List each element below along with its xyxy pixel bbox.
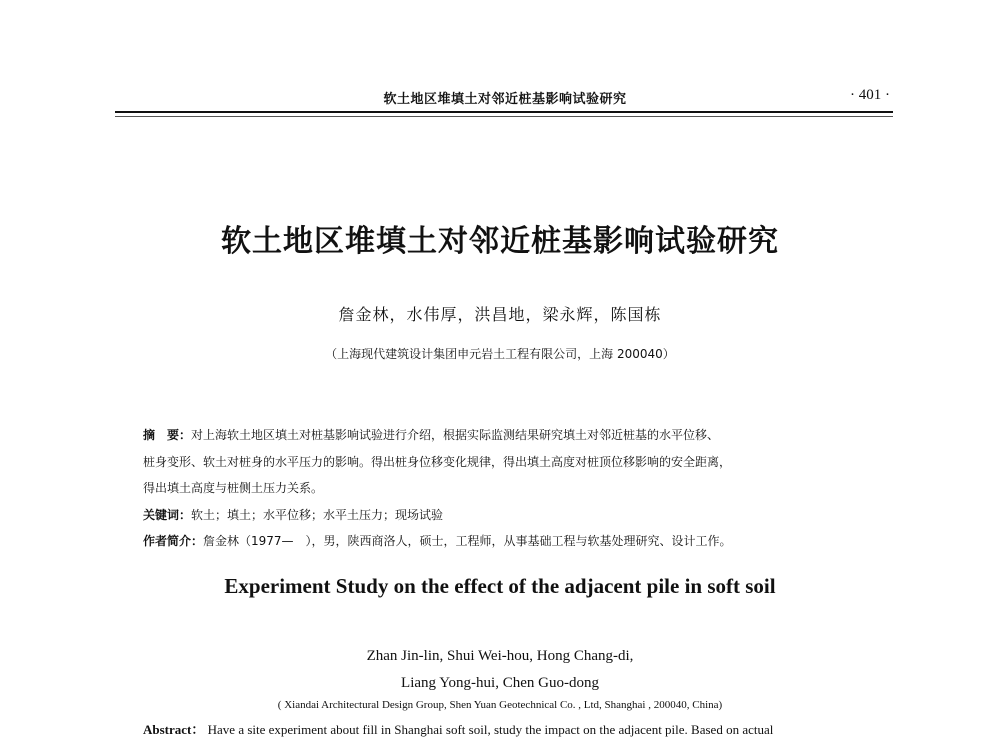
paper-title-en: Experiment Study on the effect of the adjacent pile in soft soil xyxy=(224,574,776,598)
abstract-cn-block xyxy=(143,422,868,555)
keywords-label: 关键词： xyxy=(143,507,192,522)
abstract-cn-line-1 xyxy=(143,422,868,449)
keywords-text: 软土；填土；水平位移；水平土压力；现场试验 xyxy=(191,507,444,522)
author-bio-label: 作者简介： xyxy=(143,534,204,548)
abstract-en-label: Abstract： xyxy=(143,722,205,737)
authors-en-line-1: Zhan Jin-lin, Shui Wei-hou, Hong Chang-di, xyxy=(366,648,634,664)
keywords-line xyxy=(143,502,868,529)
authors-en-line-2: Liang Yong-hui, Chen Guo-dong xyxy=(401,675,599,691)
abstract-cn-label: 摘 要： xyxy=(143,428,192,442)
header-rule-thin xyxy=(115,116,893,117)
abstract-en xyxy=(143,719,903,738)
paper-title-cn: 软土地区堆填土对邻近桩基影响试验研究 xyxy=(221,224,779,259)
authors-cn: 詹金林，水伟厚，洪昌地，梁永辉，陈国栋 xyxy=(338,305,662,324)
affiliation-en: ( Xiandai Architectural Design Group, Shen Yuan Geotechnical Co. , Ltd, Shanghai , 200040, China) xyxy=(277,699,723,711)
abstract-cn-text-1: 对上海软土地区填土对桩基影响试验进行介绍，根据实际监测结果研究填土对邻近桩基的水平位移、 xyxy=(191,428,720,442)
header-rule-thick xyxy=(115,111,893,113)
abstract-cn-line-2: 桩身变形、软土对桩身的水平压力的影响。得出桩身位移变化规律，得出填土高度对桩顶位移影响的安全距离， xyxy=(143,454,732,469)
author-bio-line xyxy=(143,528,868,555)
abstract-en-text: Have a site experiment about fill in Shanghai soft soil, study the impact on the adjacent pile. Based on actual xyxy=(207,722,774,737)
abstract-cn-line-3: 得出填土高度与桩侧土压力关系。 xyxy=(143,481,324,495)
page-number: · 401 · xyxy=(850,87,890,103)
affiliation-cn: （上海现代建筑设计集团申元岩土工程有限公司，上海 200040） xyxy=(325,347,675,361)
authors-en xyxy=(0,643,1000,697)
author-bio-text: 詹金林（1977— ），男，陕西商洛人，硕士，工程师，从事基础工程与软基处理研究、设计工作。 xyxy=(203,534,732,548)
running-title: 软土地区堆填土对邻近桩基影响试验研究 xyxy=(383,92,627,107)
